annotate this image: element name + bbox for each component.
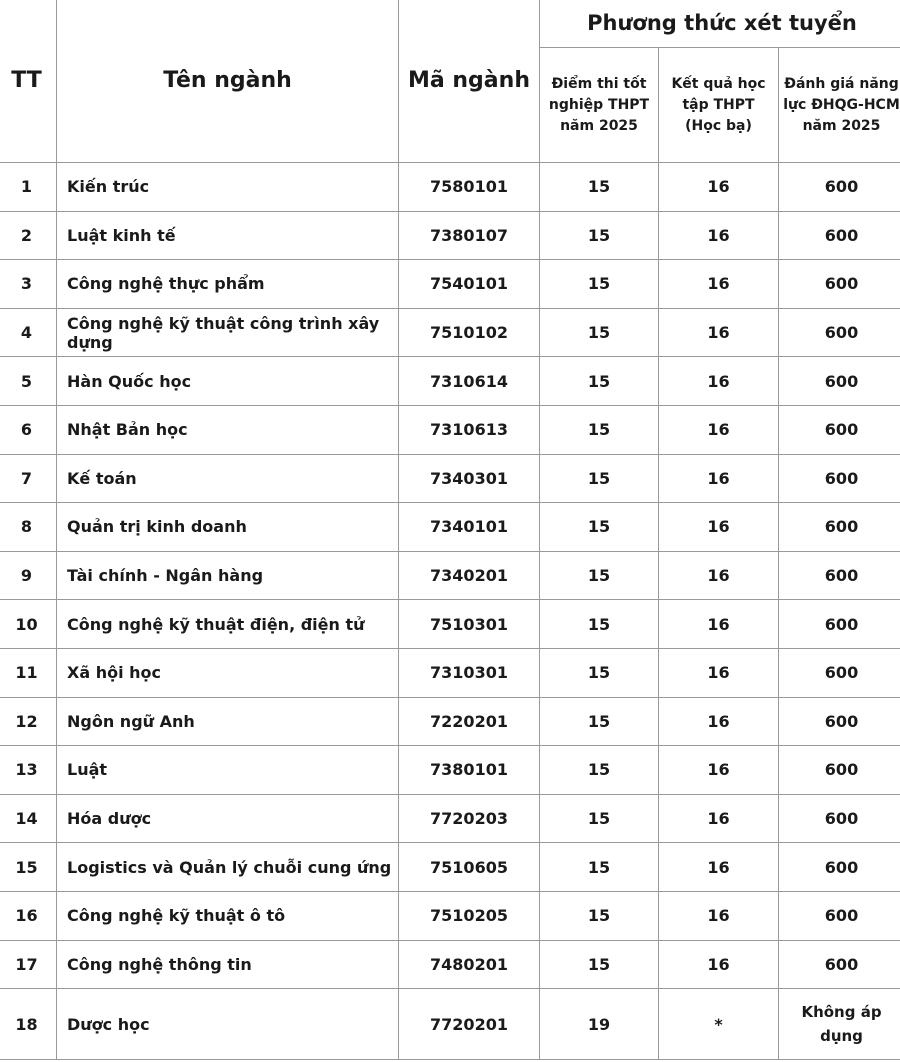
cell-score-thpt: 15 (540, 551, 659, 600)
table-row (0, 648, 900, 697)
cell-tt: 7 (0, 454, 57, 503)
cell-score-hocba: 16 (659, 405, 779, 454)
cell-score-thpt: 15 (540, 648, 659, 697)
cell-score-dgnl: 600 (779, 163, 900, 212)
cell-major-code: 7510205 (399, 891, 540, 940)
cell-score-hocba: 16 (659, 746, 779, 795)
cell-major-name: Kiến trúc (57, 163, 399, 212)
cell-score-dgnl: 600 (779, 891, 900, 940)
table-row (0, 551, 900, 600)
table-row (0, 940, 900, 989)
cell-score-dgnl: 600 (779, 308, 900, 357)
cell-score-thpt: 15 (540, 454, 659, 503)
table-row (0, 746, 900, 795)
table-row (0, 454, 900, 503)
table-row (0, 260, 900, 309)
cell-score-thpt: 15 (540, 405, 659, 454)
cell-major-code: 7310301 (399, 648, 540, 697)
cell-score-dgnl: 600 (779, 697, 900, 746)
cell-score-dgnl: 600 (779, 940, 900, 989)
cell-score-dgnl: 600 (779, 503, 900, 552)
cell-major-code: 7340101 (399, 503, 540, 552)
cell-major-code: 7720201 (399, 989, 540, 1060)
cell-score-hocba: 16 (659, 940, 779, 989)
cell-major-name: Xã hội học (57, 648, 399, 697)
cell-major-code: 7540101 (399, 260, 540, 309)
cell-major-name: Kế toán (57, 454, 399, 503)
cell-tt: 13 (0, 746, 57, 795)
cell-score-thpt: 15 (540, 600, 659, 649)
cell-score-thpt: 15 (540, 308, 659, 357)
cell-score-thpt: 15 (540, 697, 659, 746)
cell-major-name: Logistics và Quản lý chuỗi cung ứng (57, 843, 399, 892)
cell-major-name: Nhật Bản học (57, 405, 399, 454)
cell-score-hocba: 16 (659, 794, 779, 843)
cell-score-hocba: 16 (659, 503, 779, 552)
cell-score-dgnl: 600 (779, 454, 900, 503)
cell-major-code: 7720203 (399, 794, 540, 843)
cell-score-hocba: 16 (659, 211, 779, 260)
cell-score-hocba: * (659, 989, 779, 1060)
header-admission-methods: Phương thức xét tuyển (540, 0, 900, 48)
cell-score-dgnl: 600 (779, 551, 900, 600)
cell-major-code: 7340201 (399, 551, 540, 600)
cell-major-code: 7340301 (399, 454, 540, 503)
cell-major-code: 7510301 (399, 600, 540, 649)
header-tt: TT (0, 0, 57, 163)
cell-score-thpt: 15 (540, 843, 659, 892)
cell-score-hocba: 16 (659, 308, 779, 357)
cell-score-dgnl: 600 (779, 405, 900, 454)
cell-score-hocba: 16 (659, 697, 779, 746)
header-method-thpt: Điểm thi tốt nghiệp THPT năm 2025 (540, 48, 659, 163)
cell-score-dgnl: 600 (779, 600, 900, 649)
cell-major-name: Tài chính - Ngân hàng (57, 551, 399, 600)
cell-major-name: Hàn Quốc học (57, 357, 399, 406)
cell-tt: 4 (0, 308, 57, 357)
header-method-dgnl: Đánh giá năng lực ĐHQG-HCM năm 2025 (779, 48, 900, 163)
cell-score-thpt: 19 (540, 989, 659, 1060)
cell-tt: 1 (0, 163, 57, 212)
cell-major-code: 7310613 (399, 405, 540, 454)
table-row (0, 697, 900, 746)
cell-major-name: Dược học (57, 989, 399, 1060)
cell-tt: 16 (0, 891, 57, 940)
table-header (0, 0, 900, 163)
cell-tt: 8 (0, 503, 57, 552)
cell-major-code: 7220201 (399, 697, 540, 746)
cell-score-hocba: 16 (659, 600, 779, 649)
cell-major-name: Ngôn ngữ Anh (57, 697, 399, 746)
cell-score-hocba: 16 (659, 551, 779, 600)
cell-score-dgnl: 600 (779, 843, 900, 892)
table-row (0, 794, 900, 843)
cell-major-name: Công nghệ kỹ thuật ô tô (57, 891, 399, 940)
header-method-hocba: Kết quả học tập THPT (Học bạ) (659, 48, 779, 163)
cell-major-name: Công nghệ thực phẩm (57, 260, 399, 309)
cell-major-name: Công nghệ kỹ thuật điện, điện tử (57, 600, 399, 649)
cell-major-name: Luật (57, 746, 399, 795)
table-row (0, 211, 900, 260)
cell-major-name: Công nghệ thông tin (57, 940, 399, 989)
cell-score-thpt: 15 (540, 746, 659, 795)
cell-score-thpt: 15 (540, 940, 659, 989)
cell-major-code: 7510102 (399, 308, 540, 357)
cell-major-code: 7480201 (399, 940, 540, 989)
table-row (0, 163, 900, 212)
table-body (0, 163, 900, 1060)
cell-score-dgnl: 600 (779, 794, 900, 843)
cell-tt: 17 (0, 940, 57, 989)
cell-tt: 14 (0, 794, 57, 843)
cell-score-dgnl: 600 (779, 260, 900, 309)
table-row (0, 405, 900, 454)
cell-major-name: Hóa dược (57, 794, 399, 843)
cell-major-code: 7380107 (399, 211, 540, 260)
cell-score-dgnl: 600 (779, 746, 900, 795)
cell-major-name: Công nghệ kỹ thuật công trình xây dựng (57, 308, 399, 357)
cell-tt: 9 (0, 551, 57, 600)
cell-score-thpt: 15 (540, 163, 659, 212)
cell-major-code: 7580101 (399, 163, 540, 212)
cell-score-dgnl: Không áp dụng (779, 989, 900, 1060)
cell-tt: 5 (0, 357, 57, 406)
cell-score-hocba: 16 (659, 891, 779, 940)
cell-score-thpt: 15 (540, 357, 659, 406)
cell-score-hocba: 16 (659, 454, 779, 503)
header-major-name: Tên ngành (57, 0, 399, 163)
table-row (0, 989, 900, 1060)
cell-tt: 3 (0, 260, 57, 309)
cell-tt: 10 (0, 600, 57, 649)
cell-score-dgnl: 600 (779, 211, 900, 260)
cell-tt: 2 (0, 211, 57, 260)
cell-score-thpt: 15 (540, 211, 659, 260)
cell-tt: 6 (0, 405, 57, 454)
cell-tt: 11 (0, 648, 57, 697)
table-row (0, 600, 900, 649)
cell-major-code: 7510605 (399, 843, 540, 892)
cell-score-hocba: 16 (659, 648, 779, 697)
cell-score-thpt: 15 (540, 260, 659, 309)
cell-score-thpt: 15 (540, 891, 659, 940)
cell-tt: 15 (0, 843, 57, 892)
cell-tt: 12 (0, 697, 57, 746)
cell-score-thpt: 15 (540, 503, 659, 552)
table-row (0, 891, 900, 940)
cell-major-name: Luật kinh tế (57, 211, 399, 260)
table-row (0, 357, 900, 406)
cell-score-hocba: 16 (659, 163, 779, 212)
cell-major-name: Quản trị kinh doanh (57, 503, 399, 552)
cell-score-dgnl: 600 (779, 648, 900, 697)
table-row (0, 503, 900, 552)
cell-major-code: 7310614 (399, 357, 540, 406)
cell-tt: 18 (0, 989, 57, 1060)
table-row (0, 308, 900, 357)
table-row (0, 843, 900, 892)
cell-score-hocba: 16 (659, 260, 779, 309)
header-major-code: Mã ngành (399, 0, 540, 163)
cell-score-hocba: 16 (659, 357, 779, 406)
cell-major-code: 7380101 (399, 746, 540, 795)
cell-score-hocba: 16 (659, 843, 779, 892)
cell-score-thpt: 15 (540, 794, 659, 843)
cell-score-dgnl: 600 (779, 357, 900, 406)
